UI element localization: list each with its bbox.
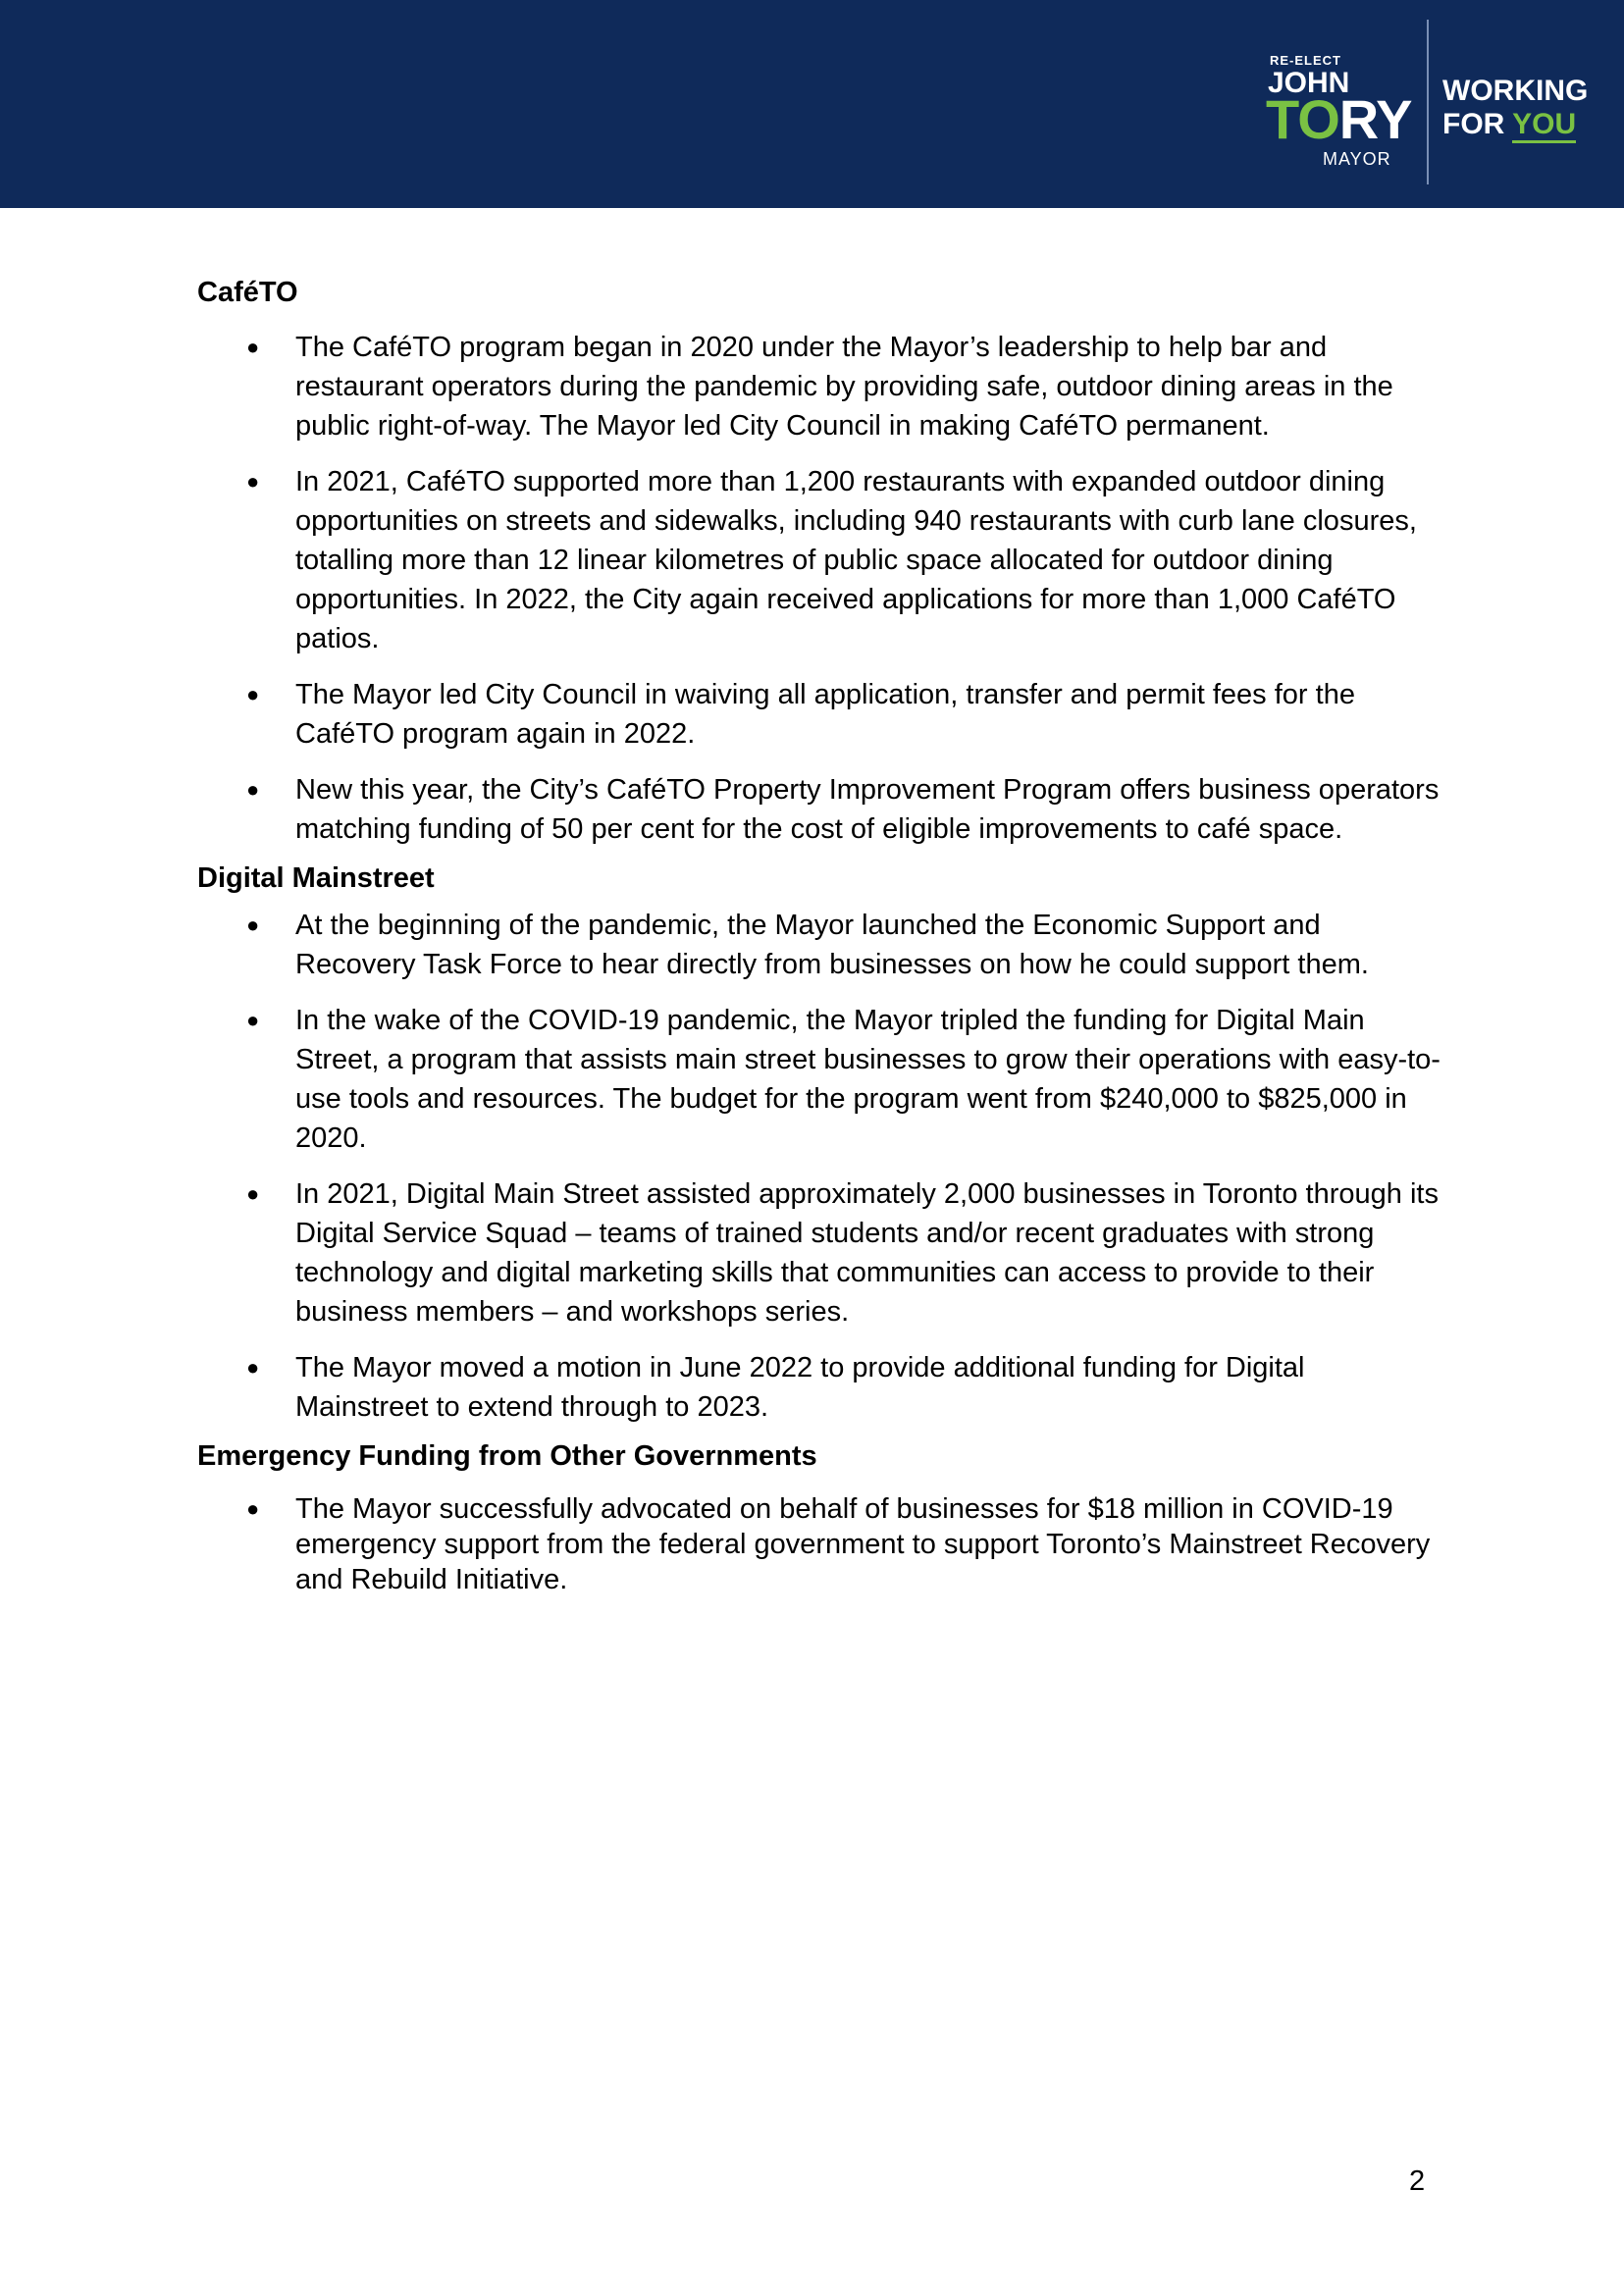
list-item-text: At the beginning of the pandemic, the Mayor launched the Economic Support and Recovery Task Force to hear directly from businesses on how he could support them. [295,910,1369,980]
bullet-icon: ● [246,682,260,706]
logo-divider [1427,20,1429,184]
campaign-logo [1266,18,1604,186]
logo-slogan-block [1442,75,1609,141]
logo-tory-green: TO [1266,88,1339,150]
logo-foryou-text [1442,108,1609,141]
bullet-icon: ● [246,777,260,802]
list-item [197,462,1443,658]
section-heading-emergency-funding: Emergency Funding from Other Governments [197,1440,817,1472]
list-item-text: In 2021, Digital Main Street assisted approximately 2,000 businesses in Toronto through its Digital Service Squad – teams of trained students and/or recent graduates with strong technology and digital marketing skills that communities can access to provide to their business members – and workshops series. [295,1178,1439,1328]
page-number: 2 [1409,2165,1426,2197]
list-item [197,770,1443,849]
document-body [197,273,1443,1597]
logo-mayor-text: MAYOR [1323,149,1391,169]
bullet-icon: ● [246,335,260,359]
list-item [197,906,1443,984]
bullet-icon: ● [246,1496,260,1521]
bullet-icon: ● [246,1008,260,1032]
list-item-text: The Mayor moved a motion in June 2022 to provide additional funding for Digital Mainstreet to extend through to 2023. [295,1352,1305,1423]
logo-john-text: JOHN [1268,67,1350,99]
cafeto-bullet-list [197,328,1443,849]
logo-name-block [1266,18,1418,186]
section-heading-digital-mainstreet: Digital Mainstreet [197,862,435,894]
logo-reelect-text: RE-ELECT [1270,53,1341,68]
logo-working-text: WORKING [1442,75,1589,107]
list-item [197,1001,1443,1158]
list-item-text: In 2021, CaféTO supported more than 1,200 restaurants with expanded outdoor dining opportunities on streets and sidewalks, including 940 restaurants with curb lane closures, totalling more than 12 linear kilometres of public space allocated for outdoor dining opportunities. In 2022, the City again received applications for more than 1,000 CaféTO patios. [295,466,1417,654]
logo-tory-text [1266,90,1411,149]
list-item-text: The Mayor led City Council in waiving all application, transfer and permit fees for the CaféTO program again in 2022. [295,679,1355,750]
digital-mainstreet-bullet-list [197,906,1443,1427]
logo-for-text: FOR [1442,108,1513,140]
list-item-text: The Mayor successfully advocated on behalf of businesses for $18 million in COVID-19 emergency support from the federal government to support Toronto’s Mainstreet Recovery and Rebuild Initiative. [295,1493,1431,1595]
emergency-funding-bullet-list [197,1491,1443,1597]
list-item [197,675,1443,754]
section-heading-cafeto: CaféTO [197,277,298,308]
logo-you-text: YOU [1512,108,1576,143]
list-item-text: New this year, the City’s CaféTO Property Improvement Program offers business operators matching funding of 50 per cent for the cost of eligible improvements to café space. [295,774,1440,845]
list-item [197,328,1443,445]
bullet-icon: ● [246,1181,260,1206]
list-item-text: The CaféTO program began in 2020 under the Mayor’s leadership to help bar and restaurant operators during the pandemic by providing safe, outdoor dining areas in the public right-of-way. The Mayor led City Council in making CaféTO permanent. [295,332,1393,442]
header-band [0,0,1624,208]
list-item [197,1348,1443,1427]
list-item-text: In the wake of the COVID-19 pandemic, the Mayor tripled the funding for Digital Main Street, a program that assists main street businesses to grow their operations with easy-to-use tools and resources. The budget for the program went from $240,000 to $825,000 in 2020. [295,1005,1441,1154]
bullet-icon: ● [246,913,260,937]
bullet-icon: ● [246,1355,260,1380]
bullet-icon: ● [246,469,260,494]
list-item [197,1174,1443,1331]
logo-tory-white: RY [1338,88,1412,150]
list-item [197,1491,1443,1597]
